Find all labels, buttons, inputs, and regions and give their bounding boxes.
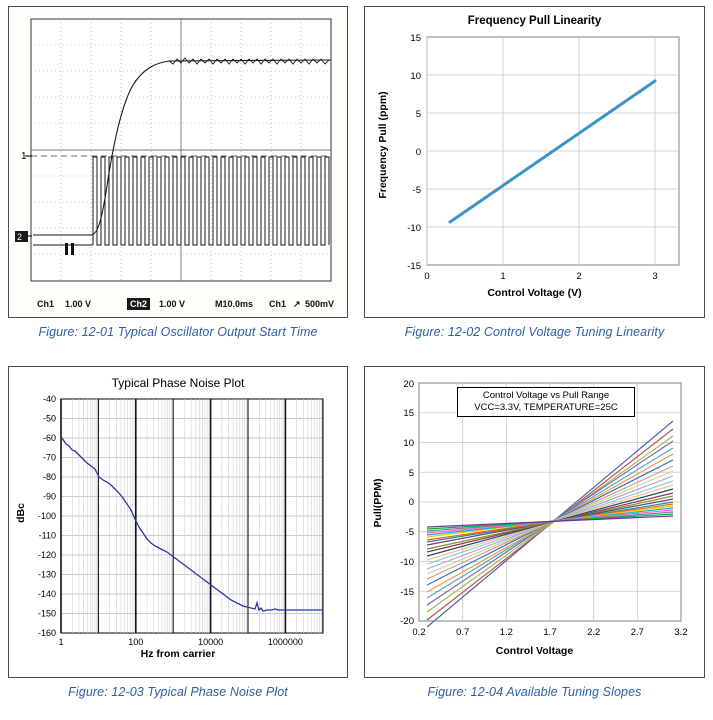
svg-text:1.2: 1.2 <box>499 627 513 638</box>
svg-text:15: 15 <box>403 408 414 419</box>
annotation-line-1: Control Voltage vs Pull Range <box>482 390 610 401</box>
svg-text:15: 15 <box>410 33 421 44</box>
svg-text:-40: -40 <box>42 394 56 404</box>
svg-text:2.2: 2.2 <box>587 627 601 638</box>
tuning-slopes-figure <box>364 366 705 678</box>
svg-text:3.2: 3.2 <box>674 627 688 638</box>
scope-timebase: M10.0ms <box>215 299 254 309</box>
chart-title: Typical Phase Noise Plot <box>111 376 245 390</box>
svg-text:1: 1 <box>21 151 27 162</box>
scope-trigger-slope-icon: ↗ <box>293 299 301 309</box>
scope-ch2-scale: 1.00 V <box>159 299 186 309</box>
tuning-linearity-svg <box>365 7 704 317</box>
svg-text:-5: -5 <box>412 185 421 196</box>
svg-text:0.2: 0.2 <box>412 627 426 638</box>
scope-trigger-source: Ch1 <box>269 299 287 309</box>
figure-caption-4: Figure: 12-04 Available Tuning Slopes <box>427 685 642 699</box>
x-axis-label: Hz from carrier <box>140 648 216 660</box>
svg-text:100: 100 <box>128 637 144 647</box>
figure-caption-3: Figure: 12-03 Typical Phase Noise Plot <box>68 685 288 699</box>
scope-svg <box>9 7 347 317</box>
svg-text:2: 2 <box>576 271 582 282</box>
phase-noise-chart <box>9 367 347 677</box>
figure-cell-2 <box>356 0 713 360</box>
svg-text:-70: -70 <box>42 452 56 463</box>
svg-text:-60: -60 <box>42 433 56 443</box>
svg-text:-100: -100 <box>37 511 56 521</box>
y-axis-label: Pull(PPM) <box>372 478 384 528</box>
figure-cell-3 <box>0 360 356 720</box>
svg-text:2.7: 2.7 <box>630 627 644 638</box>
tuning-linearity-figure <box>364 6 705 318</box>
figure-caption-1: Figure: 12-01 Typical Oscillator Output Start Time <box>38 325 318 339</box>
svg-text:1000000: 1000000 <box>267 637 303 647</box>
svg-text:20: 20 <box>403 379 414 390</box>
tuning-slopes-chart <box>365 367 704 677</box>
scope-readout-bar <box>9 295 347 317</box>
x-axis-label: Control Voltage (V) <box>487 287 582 299</box>
svg-text:5: 5 <box>408 468 414 479</box>
chart-annotation-box <box>457 387 635 417</box>
svg-text:1: 1 <box>500 271 506 282</box>
svg-text:0.7: 0.7 <box>456 627 470 638</box>
svg-text:10: 10 <box>410 71 421 82</box>
svg-text:-80: -80 <box>42 472 56 482</box>
chart-title: Frequency Pull Linearity <box>467 15 602 27</box>
svg-text:10: 10 <box>403 438 414 449</box>
scope-ch1-label: Ch1 <box>37 299 55 309</box>
svg-text:-5: -5 <box>405 527 414 538</box>
figure-caption-2: Figure: 12-02 Control Voltage Tuning Linearity <box>404 325 665 339</box>
figure-cell-1 <box>0 0 356 360</box>
svg-text:0: 0 <box>424 271 430 282</box>
tuning-linearity-chart <box>365 7 704 317</box>
svg-text:-90: -90 <box>42 491 56 502</box>
svg-text:-15: -15 <box>407 261 421 272</box>
svg-text:0: 0 <box>415 147 421 158</box>
svg-text:10000: 10000 <box>198 637 224 647</box>
svg-text:-150: -150 <box>37 608 56 619</box>
svg-text:5: 5 <box>415 109 421 120</box>
svg-text:-15: -15 <box>400 587 414 598</box>
svg-text:2: 2 <box>17 232 23 242</box>
svg-text:-140: -140 <box>37 589 56 599</box>
svg-text:-130: -130 <box>37 569 56 580</box>
svg-text:-160: -160 <box>37 628 56 638</box>
scope-ch1-scale: 1.00 V <box>65 299 92 309</box>
phase-noise-svg <box>9 367 347 677</box>
annotation-line-2: VCC=3.3V, TEMPERATURE=25C <box>474 401 618 413</box>
svg-text:3: 3 <box>652 271 658 282</box>
svg-text:-20: -20 <box>400 616 414 627</box>
svg-text:1.7: 1.7 <box>543 627 557 638</box>
y-axis-label: Frequency Pull (ppm) <box>377 91 389 199</box>
svg-text:-10: -10 <box>400 557 414 568</box>
svg-text:1: 1 <box>58 637 64 647</box>
figure-cell-4 <box>356 360 713 720</box>
scope-trigger-level: 500mV <box>305 299 335 309</box>
oscilloscope-figure <box>8 6 348 318</box>
svg-text:-50: -50 <box>42 413 56 424</box>
phase-noise-figure <box>8 366 348 678</box>
svg-text:-110: -110 <box>38 530 56 541</box>
scope-screen <box>9 7 347 317</box>
y-axis-label: dBc <box>15 503 27 523</box>
svg-text:-10: -10 <box>407 223 421 234</box>
scope-ch2-label: Ch2 <box>127 298 150 310</box>
svg-text:-120: -120 <box>37 550 56 560</box>
x-axis-label: Control Voltage <box>495 645 574 657</box>
svg-text:0: 0 <box>408 497 414 508</box>
